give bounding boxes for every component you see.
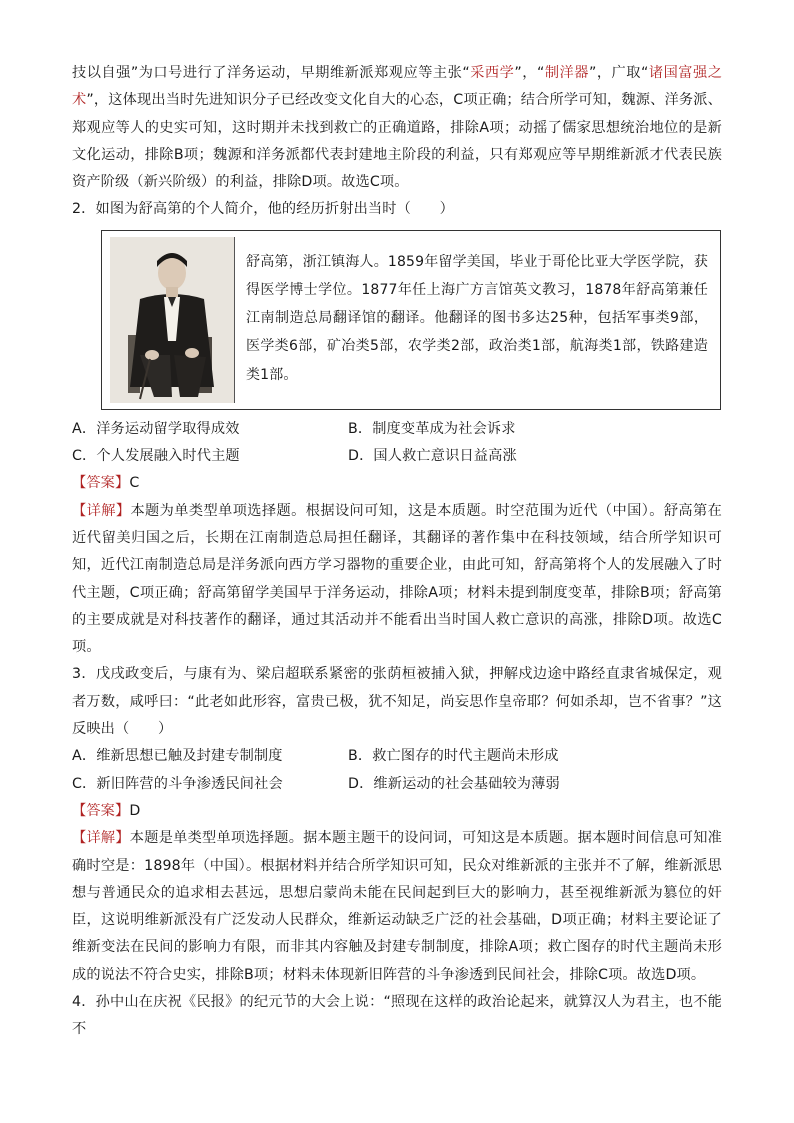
profile-text: 舒高第，浙江镇海人。1859年留学美国，毕业于哥伦比亚大学医学院，获得医学博士学位。1877年任上海广方言馆英文教习，1878年舒高第兼任江南制造总局翻译馆的翻译。他翻译的图书多达25种，包括军事类9部，医学类6部，矿冶类5部，农学类2部，政治类1部，航海类1部，铁路建造类1部。 (246, 253, 708, 383)
question-2-answer: 【答案】C (72, 475, 140, 492)
profile-figure (101, 230, 721, 410)
question-2-stem: 2．如图为舒高第的个人简介，他的经历折射出当时（ ） (72, 201, 454, 218)
document-page (72, 60, 722, 1044)
option-a[interactable]: A．维新思想已触及封建专制制度 (72, 748, 283, 765)
option-b[interactable]: B．救亡图存的时代主题尚未形成 (348, 748, 559, 765)
previous-answer-detail: 技以自强”为口号进行了洋务运动，早期维新派郑观应等主张“采西学”，“制洋器”，广取“诸国富强之术”，这体现出当时先进知识分子已经改变文化自大的心态，C项正确；结合所学可知，魏源、洋务派、郑观应等人的史实可知，这时期并未找到救亡的正确道路，排除A项；动摇了儒家思想统治地位的是新文化运动，排除B项；魏源和洋务派都代表封建地主阶段的利益，只有郑观应等早期维新派才代表民族资产阶级（新兴阶级）的利益，排除D项。故选C项。 (72, 65, 723, 191)
option-d[interactable]: D．国人救亡意识日益高涨 (348, 448, 517, 465)
question-3-stem: 3．戊戌政变后，与康有为、梁启超联系紧密的张荫桓被捕入狱，押解戍边途中路经直隶省城保定，观者万数，咸呼曰：“此老如此形容，富贵已极，犹不知足，尚妄思作皇帝耶？何如杀却，岂不省事？”这反映出（ ） (72, 666, 722, 738)
question-4-stem: 4．孙中山在庆祝《民报》的纪元节的大会上说：“照现在这样的政治论起来，就算汉人为君主，也不能不 (72, 994, 722, 1038)
question-3-answer: 【答案】D (72, 802, 141, 819)
option-b[interactable]: B．制度变革成为社会诉求 (348, 420, 516, 437)
option-c[interactable]: C．新旧阵营的斗争渗透民间社会 (72, 775, 283, 792)
option-d[interactable]: D．维新运动的社会基础较为薄弱 (348, 775, 560, 792)
question-2-detail: 【详解】本题为单类型单项选择题。根据设问可知，这是本质题。时空范围为近代（中国）。舒高第在近代留美归国之后，长期在江南制造总局担任翻译，其翻译的著作集中在科技领域，结合所学知识可知，近代江南制造总局是洋务派向西方学习器物的重要企业，由此可知，舒高第将个人的发展融入了时代主题，C项正确；舒高第留学美国早于洋务运动，排除A项；材料未提到制度变革，排除B项；舒高第的主要成就是对科技著作的翻译，通过其活动并不能看出当时国人救亡意识的高涨，排除D项。故选C项。 (72, 502, 722, 656)
question-3-options (72, 743, 722, 798)
option-a[interactable]: A．洋务运动留学取得成效 (72, 420, 240, 437)
portrait-photo (110, 237, 235, 403)
question-2-options (72, 416, 722, 471)
question-3-detail: 【详解】本题是单类型单项选择题。据本题主题干的设问词，可知这是本质题。据本题时间信息可知准确时空是：1898年（中国）。根据材料并结合所学知识可知，民众对维新派的主张并不了解，维新派思想与普通民众的追求相去甚远，思想启蒙尚未能在民间起到巨大的影响力，甚至视维新派为篡位的奸臣，这说明维新派没有广泛发动人民群众，维新运动缺乏广泛的社会基础，D项正确；材料主要论证了维新变法在民间的影响力有限，而非其内容触及封建专制制度，排除A项；救亡图存的时代主题尚未形成的说法不符合史实，排除B项；材料未体现新旧阵营的斗争渗透到民间社会，排除C项。故选D项。 (72, 830, 722, 983)
option-c[interactable]: C．个人发展融入时代主题 (72, 448, 240, 465)
